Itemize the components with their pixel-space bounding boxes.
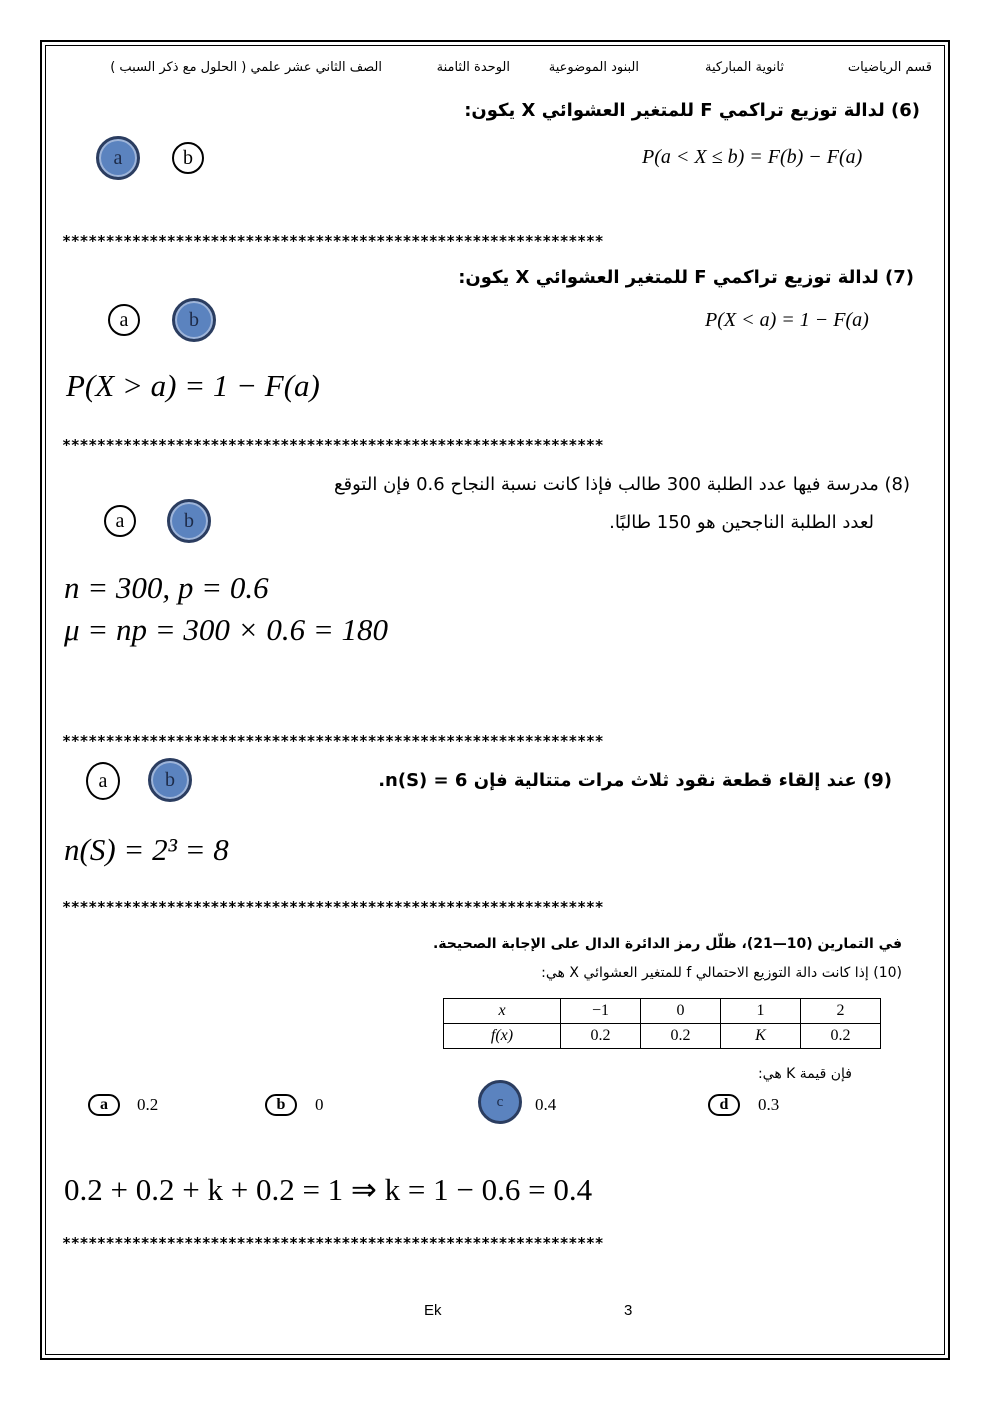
q9-text: (9) عند إلقاء قطعة نقود ثلاث مرات متتالية فإن 6 = n(S). xyxy=(378,770,892,791)
separator-3: ************************************************************** xyxy=(62,732,604,750)
q8-option-b[interactable]: b xyxy=(167,499,211,543)
table-cell: 2 xyxy=(801,999,881,1024)
q6-text: (6) لدالة توزيع تراكمي F للمتغير العشوائي X يكون: xyxy=(464,100,920,121)
table-cell: 0 xyxy=(641,999,721,1024)
header-school: ثانوية المباركية xyxy=(705,60,784,75)
page-number: 3 xyxy=(624,1302,633,1319)
q10-question: فإن قيمة K هي: xyxy=(757,1066,852,1082)
q9-solution: n(S) = 2³ = 8 xyxy=(64,832,229,867)
separator-2: ************************************************************** xyxy=(62,436,604,454)
table-cell: −1 xyxy=(561,999,641,1024)
separator-1: ************************************************************** xyxy=(62,232,604,250)
table-cell: 0.2 xyxy=(561,1024,641,1049)
q10-text: (10) إذا كانت دالة التوزيع الاحتمالي f للمتغير العشوائي X هي: xyxy=(541,965,902,981)
table-cell: f(x) xyxy=(444,1024,561,1049)
q7-text: (7) لدالة توزيع تراكمي F للمتغير العشوائي X يكون: xyxy=(458,267,914,288)
distribution-table xyxy=(443,998,881,1049)
table-cell: 0.2 xyxy=(801,1024,881,1049)
q10-option-c-value: 0.4 xyxy=(535,1095,557,1114)
instructions: في التمارين (10—21)، ظلّل رمز الدائرة الدال على الإجابة الصحيحة. xyxy=(432,936,902,952)
header-unit: الوحدة الثامنة xyxy=(436,60,510,75)
q6-formula: P(a < X ≤ b) = F(b) − F(a) xyxy=(642,146,863,168)
table-cell: 0.2 xyxy=(641,1024,721,1049)
q10-option-a[interactable]: a xyxy=(88,1094,120,1116)
q6-option-a[interactable]: a xyxy=(96,136,140,180)
q10-option-b[interactable]: b xyxy=(265,1094,297,1116)
header-grade: الصف الثاني عشر علمي ( الحلول مع ذكر السبب ) xyxy=(110,60,382,75)
q7-option-b[interactable]: b xyxy=(172,298,216,342)
separator-4: ************************************************************** xyxy=(62,898,604,916)
table-cell: 1 xyxy=(721,999,801,1024)
q10-option-a-value: 0.2 xyxy=(137,1095,159,1114)
q7-formula: P(X < a) = 1 − F(a) xyxy=(705,309,869,331)
q9-option-b[interactable]: b xyxy=(148,758,192,802)
table-cell: x xyxy=(444,999,561,1024)
q8-text-line1: (8) مدرسة فيها عدد الطلبة 300 طالب فإذا كانت نسبة النجاح 0.6 فإن التوقع xyxy=(333,474,910,495)
q10-option-d[interactable]: d xyxy=(708,1094,740,1116)
footer-initials: Ek xyxy=(424,1302,442,1319)
q10-option-c[interactable]: c xyxy=(478,1080,522,1124)
q9-option-a[interactable]: a xyxy=(86,762,120,800)
q6-option-b[interactable]: b xyxy=(172,142,204,174)
q8-solution-line2: μ = np = 300 × 0.6 = 180 xyxy=(64,612,388,647)
header-section: البنود الموضوعية xyxy=(548,60,639,75)
table-cell: K xyxy=(721,1024,801,1049)
header-department: قسم الرياضيات xyxy=(847,60,932,75)
q7-solution: P(X > a) = 1 − F(a) xyxy=(66,368,320,403)
separator-5: ************************************************************** xyxy=(62,1234,604,1252)
q10-option-b-value: 0 xyxy=(315,1095,324,1114)
q8-solution-line1: n = 300, p = 0.6 xyxy=(64,570,269,605)
table-row xyxy=(444,1024,881,1049)
q10-solution: 0.2 + 0.2 + k + 0.2 = 1 ⇒ k = 1 − 0.6 = 0.4 xyxy=(64,1172,593,1207)
table-header-row xyxy=(444,999,881,1024)
q8-text-line2: لعدد الطلبة الناجحين هو 150 طالبًا. xyxy=(609,512,874,533)
q10-option-d-value: 0.3 xyxy=(758,1095,780,1114)
q7-option-a[interactable]: a xyxy=(108,304,140,336)
q8-option-a[interactable]: a xyxy=(104,505,136,537)
